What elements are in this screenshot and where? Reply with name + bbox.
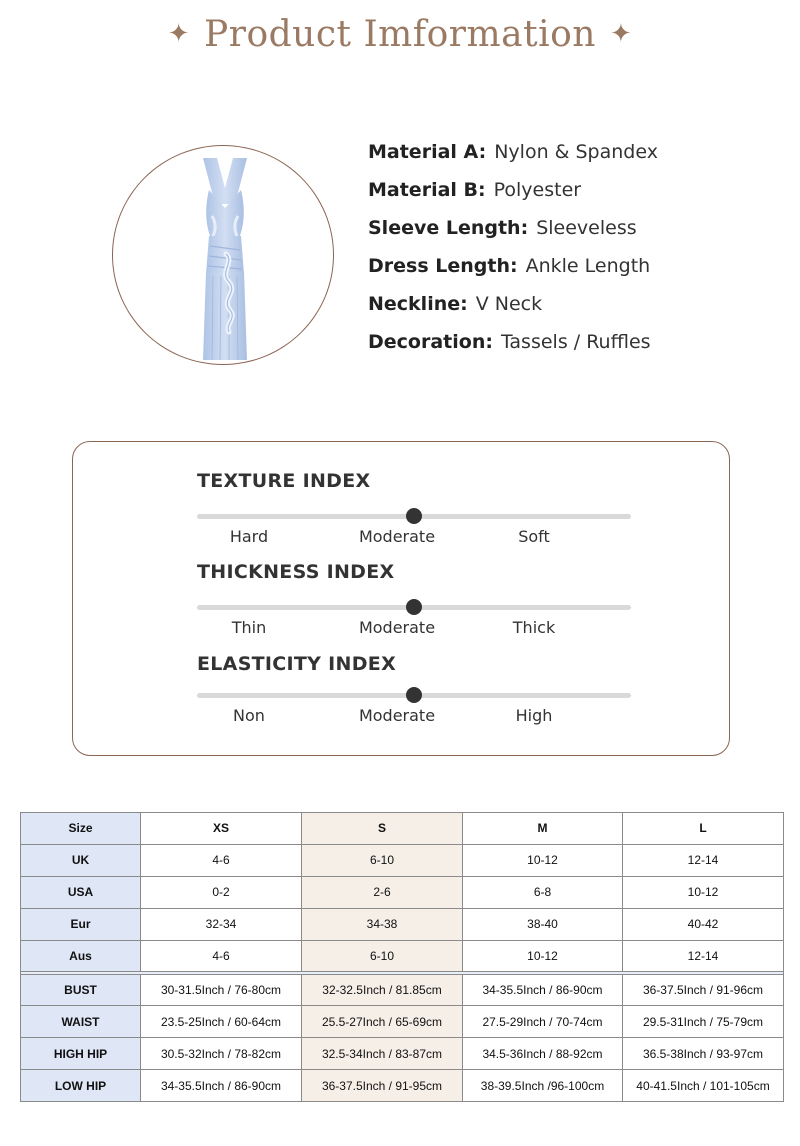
fabric-index-panel [72, 441, 730, 756]
elasticity-index-knob [406, 687, 422, 703]
page-title-text: Product Imformation [204, 14, 596, 55]
product-image-frame [112, 145, 334, 365]
table-cell: 10-12 [463, 940, 623, 972]
table-row [21, 974, 784, 1006]
thickness-label-thin: Thin [231, 618, 267, 637]
texture-index-track [197, 514, 631, 519]
spec-value: Sleeveless [536, 217, 637, 239]
row-label: Aus [21, 940, 141, 972]
table-row [21, 1070, 784, 1102]
spec-list [368, 138, 658, 366]
spec-row [368, 214, 658, 252]
table-cell: 27.5-29Inch / 70-74cm [463, 1006, 623, 1038]
table-cell: 12-14 [623, 940, 784, 972]
spec-key: Dress Length: [368, 255, 518, 277]
table-cell: 34-35.5Inch / 86-90cm [463, 974, 623, 1006]
table-header-cell: Size [21, 813, 141, 845]
table-cell: 32-32.5Inch / 81.85cm [302, 974, 463, 1006]
spec-value: Ankle Length [525, 255, 651, 277]
table-cell: 10-12 [623, 876, 784, 908]
table-cell: 25.5-27Inch / 65-69cm [302, 1006, 463, 1038]
spec-row [368, 138, 658, 176]
row-label: USA [21, 876, 141, 908]
table-cell: 0-2 [141, 876, 302, 908]
spec-key: Material B: [368, 179, 486, 201]
table-cell: 30-31.5Inch / 76-80cm [141, 974, 302, 1006]
thickness-index-knob [406, 599, 422, 615]
table-cell: 34.5-36Inch / 88-92cm [463, 1038, 623, 1070]
table-header-cell: XS [141, 813, 302, 845]
table-cell: 6-10 [302, 940, 463, 972]
table-cell: 40-41.5Inch / 101-105cm [623, 1070, 784, 1102]
table-header-cell: S [302, 813, 463, 845]
table-cell: 6-8 [463, 876, 623, 908]
spec-row [368, 328, 658, 366]
row-label: HIGH HIP [21, 1038, 141, 1070]
row-label: UK [21, 844, 141, 876]
spec-row [368, 252, 658, 290]
elasticity-index-track [197, 693, 631, 698]
table-cell: 32-34 [141, 908, 302, 940]
table-cell: 38-39.5Inch /96-100cm [463, 1070, 623, 1102]
table-cell: 10-12 [463, 844, 623, 876]
table-cell: 36-37.5Inch / 91-95cm [302, 1070, 463, 1102]
thickness-label-moderate: Moderate [358, 618, 436, 637]
table-row [21, 844, 784, 876]
spec-key: Material A: [368, 141, 487, 163]
table-cell: 36.5-38Inch / 93-97cm [623, 1038, 784, 1070]
table-row [21, 1038, 784, 1070]
page-title [0, 14, 800, 55]
texture-label-hard: Hard [229, 527, 269, 546]
spec-value: V Neck [475, 293, 543, 315]
spec-value: Tassels / Ruffles [500, 331, 651, 353]
table-cell: 4-6 [141, 940, 302, 972]
sparkle-icon: ✦ [167, 19, 191, 49]
table-header-cell: L [623, 813, 784, 845]
thickness-index-track [197, 605, 631, 610]
spec-row [368, 290, 658, 328]
elasticity-index-title: ELASTICITY INDEX [197, 653, 397, 675]
table-header-row [21, 813, 784, 845]
row-label: LOW HIP [21, 1070, 141, 1102]
table-cell: 30.5-32Inch / 78-82cm [141, 1038, 302, 1070]
thickness-index-title: THICKNESS INDEX [197, 561, 395, 583]
size-chart-table [20, 812, 784, 1102]
texture-index-title: TEXTURE INDEX [197, 470, 371, 492]
table-cell: 38-40 [463, 908, 623, 940]
table-cell: 23.5-25Inch / 60-64cm [141, 1006, 302, 1038]
spec-value: Polyester [493, 179, 582, 201]
spec-key: Neckline: [368, 293, 468, 315]
table-row [21, 876, 784, 908]
table-cell: 32.5-34Inch / 83-87cm [302, 1038, 463, 1070]
table-cell: 12-14 [623, 844, 784, 876]
table-cell: 36-37.5Inch / 91-96cm [623, 974, 784, 1006]
spec-value: Nylon & Spandex [494, 141, 658, 163]
table-row [21, 1006, 784, 1038]
table-cell: 34-35.5Inch / 86-90cm [141, 1070, 302, 1102]
texture-label-soft: Soft [518, 527, 550, 546]
dress-image [113, 146, 334, 365]
thickness-label-thick: Thick [512, 618, 556, 637]
row-label: WAIST [21, 1006, 141, 1038]
table-row [21, 940, 784, 972]
sparkle-icon: ✦ [609, 19, 633, 49]
table-row [21, 908, 784, 940]
table-cell: 34-38 [302, 908, 463, 940]
row-label: BUST [21, 974, 141, 1006]
elasticity-label-high: High [515, 706, 553, 725]
spec-key: Sleeve Length: [368, 217, 529, 239]
table-cell: 40-42 [623, 908, 784, 940]
spec-row [368, 176, 658, 214]
table-cell: 4-6 [141, 844, 302, 876]
elasticity-label-moderate: Moderate [358, 706, 436, 725]
texture-label-moderate: Moderate [358, 527, 436, 546]
elasticity-label-non: Non [233, 706, 265, 725]
row-label: Eur [21, 908, 141, 940]
texture-index-knob [406, 508, 422, 524]
spec-key: Decoration: [368, 331, 493, 353]
table-cell: 29.5-31Inch / 75-79cm [623, 1006, 784, 1038]
table-cell: 6-10 [302, 844, 463, 876]
table-cell: 2-6 [302, 876, 463, 908]
table-header-cell: M [463, 813, 623, 845]
